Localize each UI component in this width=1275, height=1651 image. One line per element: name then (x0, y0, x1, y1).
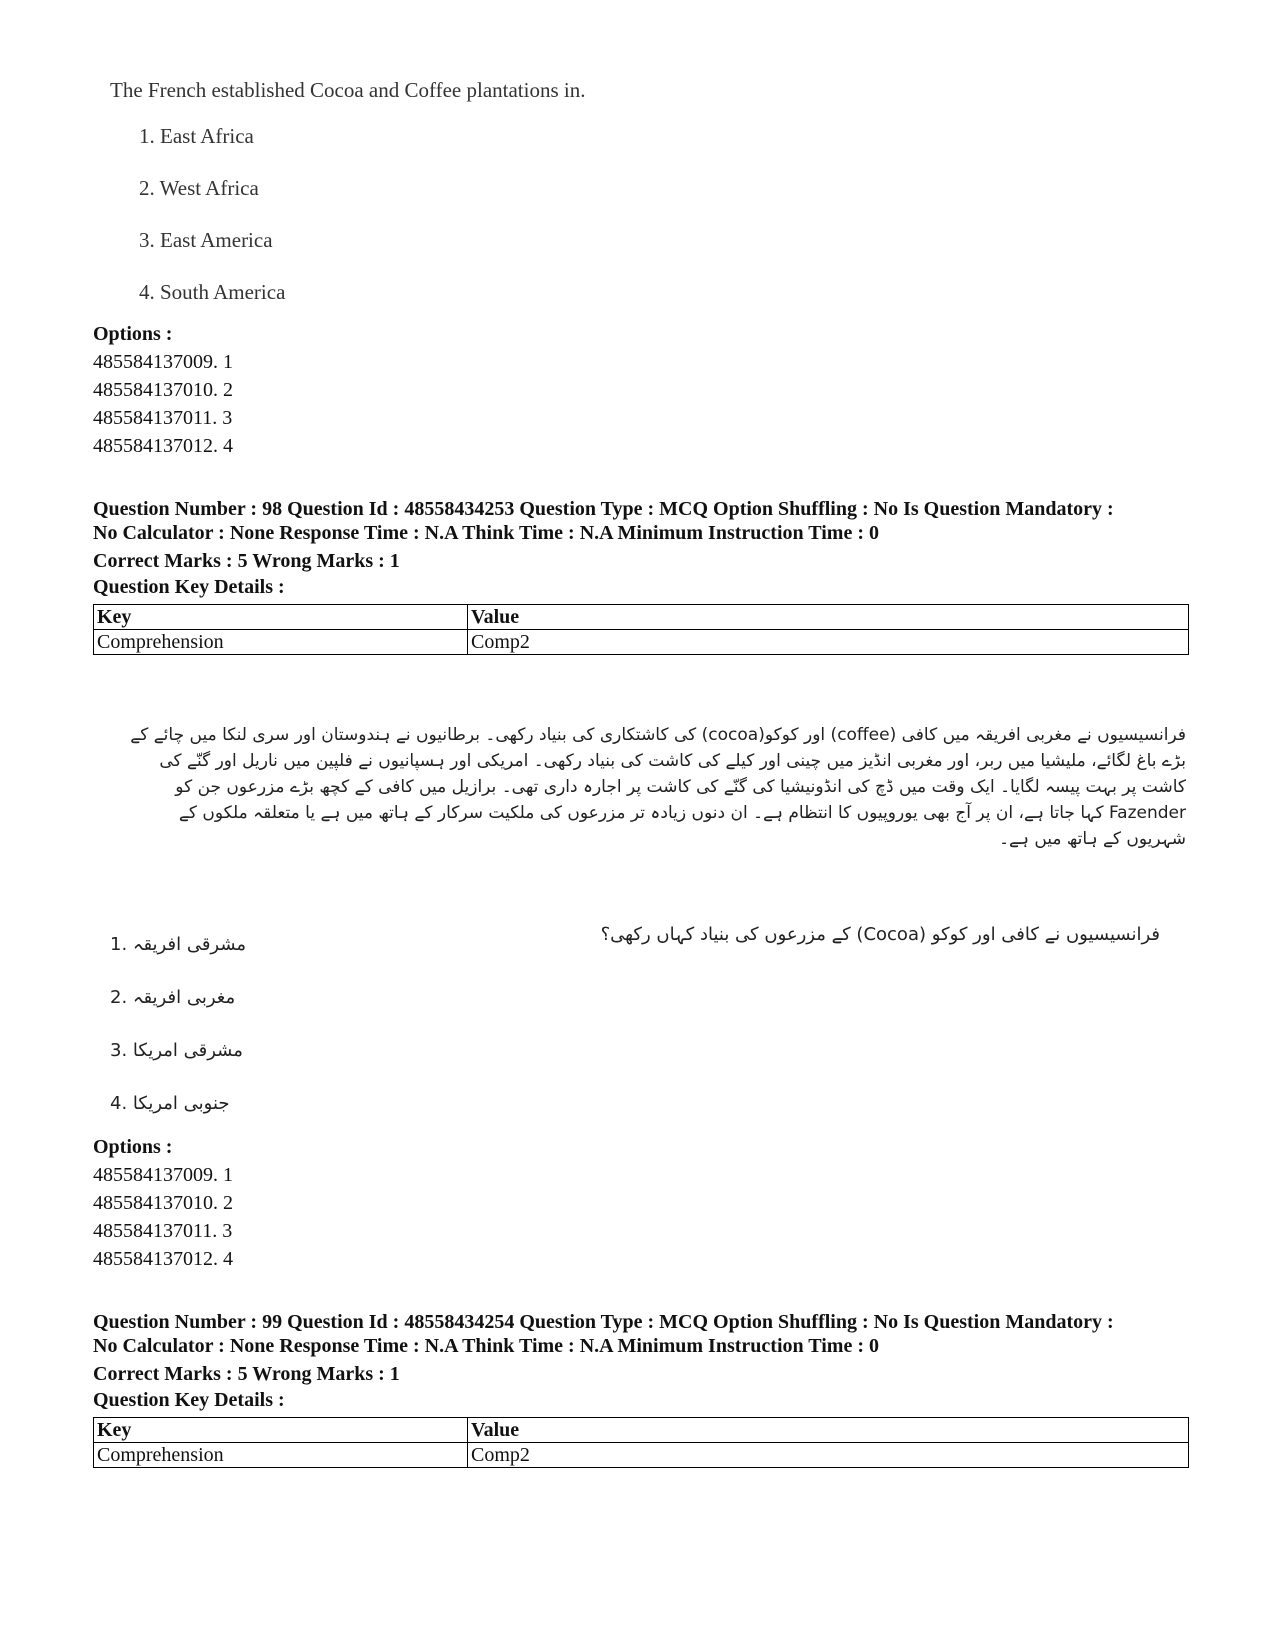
question-97-choice-4: 4. South America (139, 280, 286, 304)
option-2: 485584137010. 2 (93, 1192, 233, 1214)
question-97-options (93, 320, 693, 460)
options-label: Options : (93, 323, 173, 345)
question-97-choice-2: 2. West Africa (139, 176, 259, 200)
options-label: Options : (93, 1136, 173, 1158)
question-98-meta-line-2: No Calculator : None Response Time : N.A Think Time : N.A Minimum Instruction Time : 0 (93, 522, 879, 544)
option-3: 485584137011. 3 (93, 1220, 233, 1242)
key-cell: Comprehension (94, 630, 468, 655)
urdu-choice-4: جنوبی امریکا .4 (110, 1093, 230, 1114)
question-99-meta (93, 1310, 1183, 1358)
question-98-marks: Correct Marks : 5 Wrong Marks : 1 (93, 550, 400, 572)
key-header: Key (94, 1418, 468, 1443)
key-cell: Comprehension (94, 1443, 468, 1468)
table-row (94, 630, 1189, 655)
question-99-marks: Correct Marks : 5 Wrong Marks : 1 (93, 1363, 400, 1385)
question-98-meta (93, 497, 1183, 545)
question-99-meta-line-1: Question Number : 99 Question Id : 48558434254 Question Type : MCQ Option Shuffling : No Is Question Mandatory : (93, 1311, 1114, 1333)
question-98-key-details-label: Question Key Details : (93, 576, 285, 598)
value-header: Value (468, 605, 1189, 630)
table-row (94, 1443, 1189, 1468)
question-99-meta-line-2: No Calculator : None Response Time : N.A Think Time : N.A Minimum Instruction Time : 0 (93, 1335, 879, 1357)
question-97-choice-3: 3. East America (139, 228, 273, 252)
urdu-choice-2: مغربی افریقہ .2 (110, 987, 236, 1008)
question-97-image (110, 70, 710, 318)
urdu-choice-1: مشرقی افریقہ .1 (110, 934, 247, 955)
table-header-row (94, 1418, 1189, 1443)
option-1: 485584137009. 1 (93, 1164, 233, 1186)
question-99-key-details-label: Question Key Details : (93, 1389, 285, 1411)
question-97-stem: The French established Cocoa and Coffee plantations in. (110, 78, 586, 102)
question-98-key-table (93, 604, 1189, 655)
question-98-meta-line-1: Question Number : 98 Question Id : 48558434253 Question Type : MCQ Option Shuffling : No Is Question Mandatory : (93, 498, 1114, 520)
table-header-row (94, 605, 1189, 630)
option-4: 485584137012. 4 (93, 1248, 233, 1270)
question-97-choice-1: 1. East Africa (139, 124, 254, 148)
option-4: 485584137012. 4 (93, 435, 233, 457)
value-cell: Comp2 (468, 1443, 1189, 1468)
option-2: 485584137010. 2 (93, 379, 233, 401)
key-header: Key (94, 605, 468, 630)
urdu-comprehension-paragraph: فرانسیسیوں نے مغربی افریقہ میں کافی (coffee) اور کوکو(cocoa) کی کاشتکاری کی بنیاد رکھی۔ برطانیوں نے ہندوستان اور سری لنکا میں چائے کے بڑے باغ لگائے، ملیشیا میں ربر، اور مغربی انڈیز میں چینی اور کیلے کی کاشت کی بنیاد رکھی۔ امریکی اور ہسپانیوں نے فلپین میں ناریل اور گنّے کی کاشت پر بہت پیسہ لگایا۔ ایک وقت میں ڈچ کی انڈونیشیا کی گنّے کی کاشت پر اجارہ داری تھی۔ برازیل میں کافی کے کچھ بڑے مزرعوں جن کو Fazender کہا جاتا ہے، ان پر آج بھی یوروپیوں کا انتظام ہے۔ ان دنوں زیادہ تر مزرعوں کی ملکیت سرکار کے ہاتھ میں ہے یا متعلقہ ملکوں کے شہریوں کے ہاتھ میں ہے۔ (130, 725, 1186, 849)
question-99-key-table (93, 1417, 1189, 1468)
urdu-choice-3: مشرقی امریکا .3 (110, 1040, 243, 1061)
value-header: Value (468, 1418, 1189, 1443)
urdu-question: فرانسیسیوں نے کافی اور کوکو (Cocoa) کے مزرعوں کی بنیاد کہاں رکھی؟ (600, 924, 1160, 945)
option-3: 485584137011. 3 (93, 407, 233, 429)
value-cell: Comp2 (468, 630, 1189, 655)
option-1: 485584137009. 1 (93, 351, 233, 373)
question-98-options (93, 1133, 693, 1273)
